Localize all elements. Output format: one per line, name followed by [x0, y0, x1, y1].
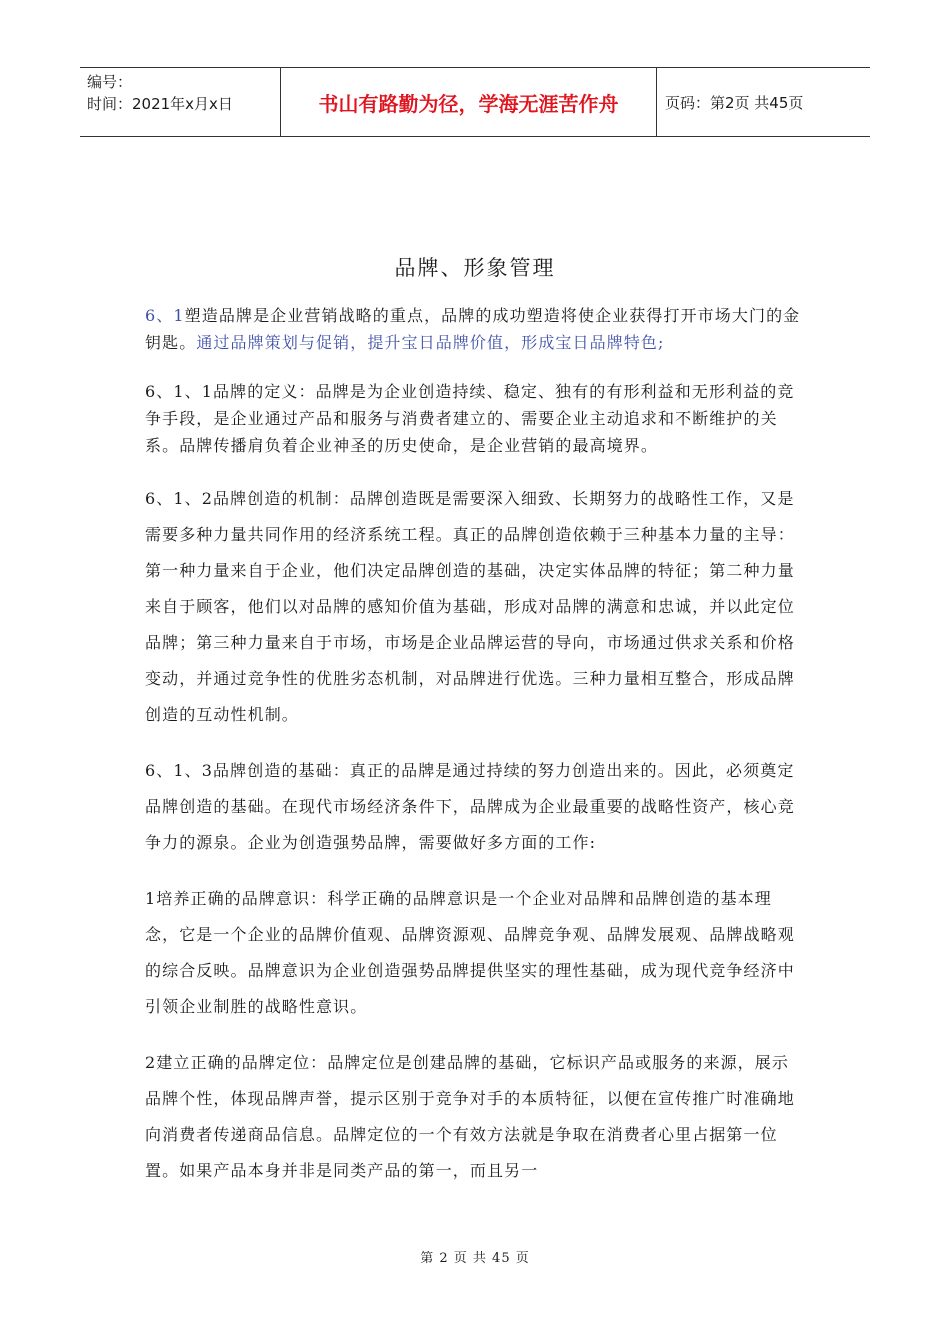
header-motto: 书山有路勤为径，学海无涯苦作舟: [281, 68, 657, 136]
header-meta: [80, 68, 281, 136]
paragraph-6-1-3: 6、1、3品牌创造的基础：真正的品牌是通过持续的努力创造出来的。因此，必须奠定品牌创造的基础。在现代市场经济条件下，品牌成为企业最重要的战略性资产，核心竞争力的源泉。企业为创造强势品牌，需要做好多方面的工作:: [145, 761, 795, 852]
paragraph-text: 塑造品牌是企业营销战略的重点，品牌的成功塑造将使企业获得打开市场大门的金钥匙。: [145, 306, 801, 352]
highlight-text: 通过品牌策划与促销，提升宝日品牌价值，形成宝日品牌特色;: [196, 333, 665, 352]
header-page-info: 页码：第2页 共45页: [665, 93, 804, 112]
document-body: [145, 302, 801, 1209]
paragraph-6-1-1: 6、1、1品牌的定义：品牌是为企业创造持续、稳定、独有的有形利益和无形利益的竞争手段，是企业通过产品和服务与消费者建立的、需要企业主动追求和不断维护的关系。品牌传播肩负着企业神圣的历史使命，是企业营销的最高境界。: [145, 382, 795, 455]
document-date: 时间：2021年x月x日: [87, 95, 233, 113]
section-number: 6、1: [145, 306, 185, 325]
document-title: 品牌、形象管理: [394, 256, 556, 280]
page-footer: 第 2 页 共 45 页: [420, 1251, 530, 1266]
paragraph-item-1: 1培养正确的品牌意识：科学正确的品牌意识是一个企业对品牌和品牌创造的基本理念，它是一个企业的品牌价值观、品牌资源观、品牌竞争观、品牌发展观、品牌战略观的综合反映。品牌意识为企业创造强势品牌提供坚实的理性基础，成为现代竞争经济中引领企业制胜的战略性意识。: [145, 889, 795, 1016]
paragraph-item-2: 2建立正确的品牌定位：品牌定位是创建品牌的基础，它标识产品或服务的来源，展示品牌个性，体现品牌声誉，提示区别于竞争对手的本质特征，以便在宣传推广时准确地向消费者传递商品信息。品牌定位的一个有效方法就是争取在消费者心里占据第一位置。如果产品本身并非是同类产品的第一，而且另一: [145, 1053, 795, 1180]
paragraph-6-1-2: 6、1、2品牌创造的机制：品牌创造既是需要深入细致、长期努力的战略性工作，又是需要多种力量共同作用的经济系统工程。真正的品牌创造依赖于三种基本力量的主导：第一种力量来自于企业，他们决定品牌创造的基础，决定实体品牌的特征；第二种力量来自于顾客，他们以对品牌的感知价值为基础，形成对品牌的满意和忠诚，并以此定位品牌；第三种力量来自于市场，市场是企业品牌运营的导向，市场通过供求关系和价格变动，并通过竞争性的优胜劣态机制，对品牌进行优选。三种力量相互整合，形成品牌创造的互动性机制。: [145, 489, 795, 724]
page-header: [80, 67, 870, 137]
document-number-label: 编号：: [87, 73, 133, 91]
paragraph-6-1: [145, 302, 801, 356]
